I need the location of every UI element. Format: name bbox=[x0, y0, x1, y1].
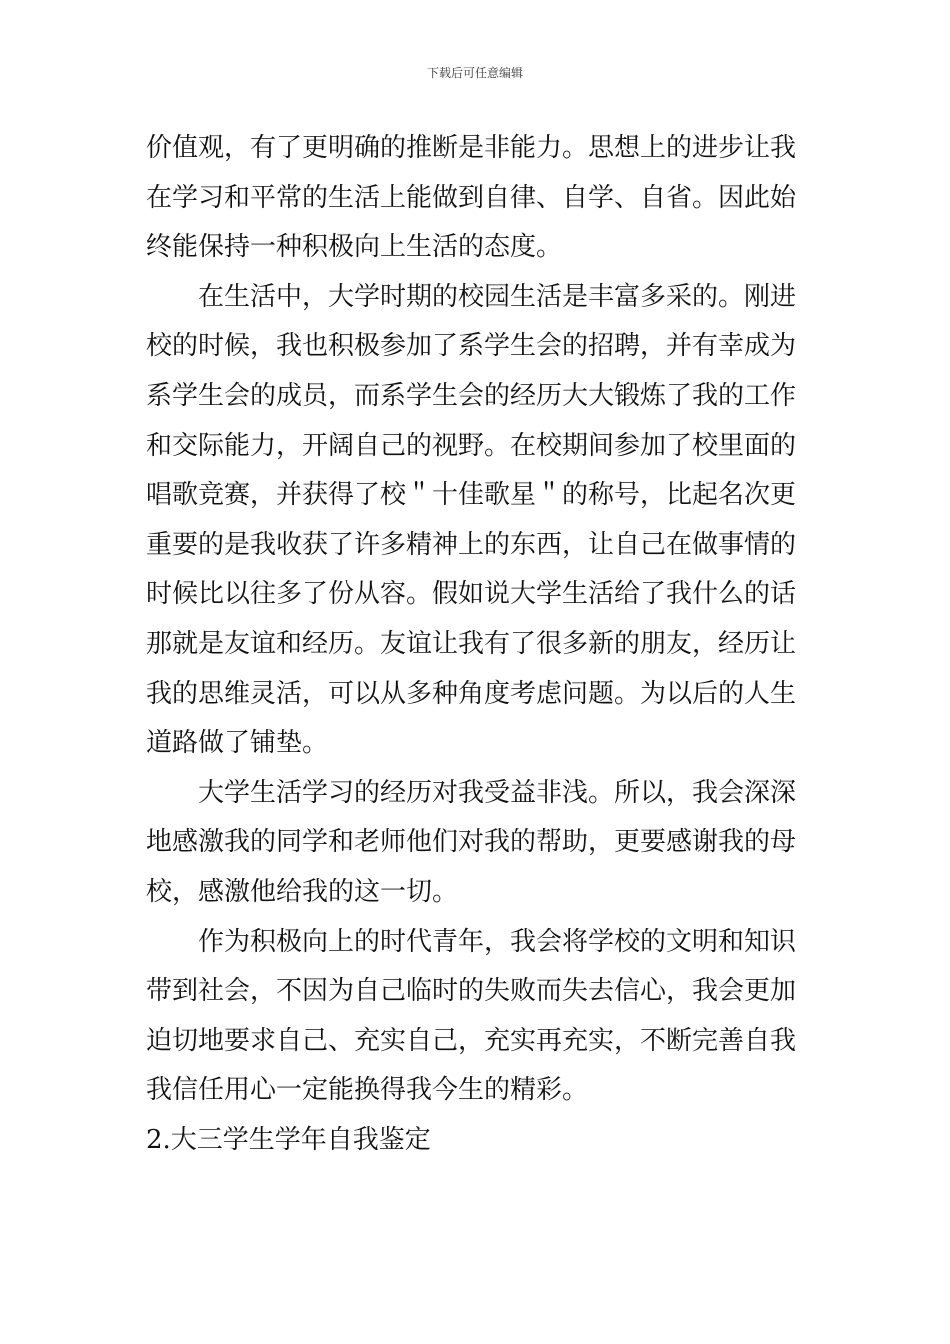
paragraph-first-line: 作为积极向上的时代青年，我会将学校的文明和知识 bbox=[198, 926, 797, 957]
paragraph-first-line: 大学生活学习的经历对我受益非浅。所以，我会深深 bbox=[198, 777, 797, 808]
document-body bbox=[146, 124, 808, 1165]
text-line: 带到社会，不因为自己临时的失败而失去信心，我会更加 bbox=[146, 976, 797, 1007]
page-header: 下载后可任意编辑 bbox=[426, 66, 523, 80]
section-heading: 2.大三学生学年自我鉴定 bbox=[146, 1124, 431, 1155]
text-line: 校，感激他给我的这一切。 bbox=[146, 876, 459, 907]
text-line: 校的时候，我也积极参加了系学生会的招聘，并有幸成为 bbox=[146, 331, 797, 362]
text-line: 终能保持一种积极向上生活的态度。 bbox=[146, 232, 563, 263]
text-line: 我的思维灵活，可以从多种角度考虑问题。为以后的人生 bbox=[146, 678, 797, 709]
text-line: 地感激我的同学和老师他们对我的帮助，更要感谢我的母 bbox=[146, 827, 797, 858]
text-line: 道路做了铺垫。 bbox=[146, 728, 329, 759]
text-line: 和交际能力，开阔自己的视野。在校期间参加了校里面的 bbox=[146, 430, 797, 461]
text-line: 我信任用心一定能换得我今生的精彩。 bbox=[146, 1075, 589, 1106]
text-line: 系学生会的成员，而系学生会的经历大大锻炼了我的工作 bbox=[146, 380, 797, 411]
text-line: 价值观，有了更明确的推断是非能力。思想上的进步让我 bbox=[146, 133, 797, 163]
text-line: 重要的是我收获了许多精神上的东西，让自己在做事情的 bbox=[146, 529, 797, 560]
text-line: 那就是友谊和经历。友谊让我有了很多新的朋友，经历让 bbox=[146, 628, 797, 659]
paragraph-first-line: 在生活中，大学时期的校园生活是丰富多采的。刚进 bbox=[198, 281, 797, 312]
text-line: 时候比以往多了份从容。假如说大学生活给了我什么的话 bbox=[146, 579, 797, 610]
text-line: 迫切地要求自己、充实自己，充实再充实，不断完善自我 bbox=[146, 1025, 797, 1056]
text-line: 在学习和平常的生活上能做到自律、自学、自省。因此始 bbox=[146, 182, 797, 213]
text-line: 唱歌竞赛，并获得了校＂十佳歌星＂的称号，比起名次更 bbox=[146, 480, 797, 511]
